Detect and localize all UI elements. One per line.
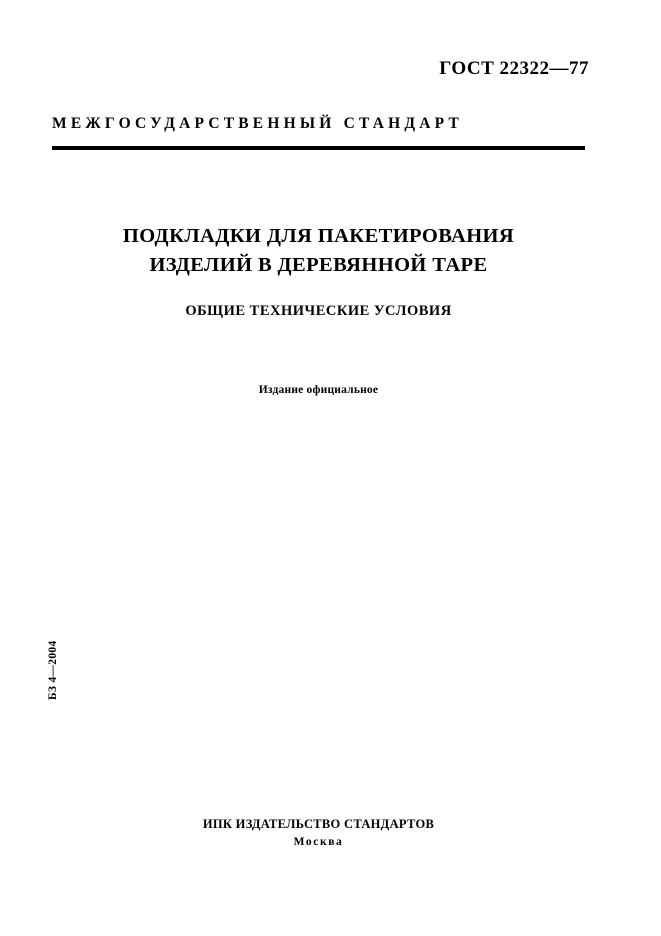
header-divider-rule [52, 146, 585, 150]
title-line-2: ИЗДЕЛИЙ В ДЕРЕВЯННОЙ ТАРЕ [149, 254, 488, 276]
standard-number: ГОСТ 22322—77 [439, 58, 589, 79]
edition-note: Издание официальное [258, 384, 379, 396]
publisher-name: ИПК ИЗДАТЕЛЬСТВО СТАНДАРТОВ [202, 817, 435, 831]
publisher-block [52, 817, 585, 848]
publisher-city: Москва [293, 836, 344, 848]
standard-type-heading: МЕЖГОСУДАРСТВЕННЫЙ СТАНДАРТ [52, 115, 464, 132]
side-code-label: БЗ 4—2004 [47, 640, 59, 700]
title-line-1: ПОДКЛАДКИ ДЛЯ ПАКЕТИРОВАНИЯ [122, 225, 515, 247]
document-subtitle: ОБЩИЕ ТЕХНИЧЕСКИЕ УСЛОВИЯ [185, 303, 452, 319]
document-title [52, 222, 585, 280]
